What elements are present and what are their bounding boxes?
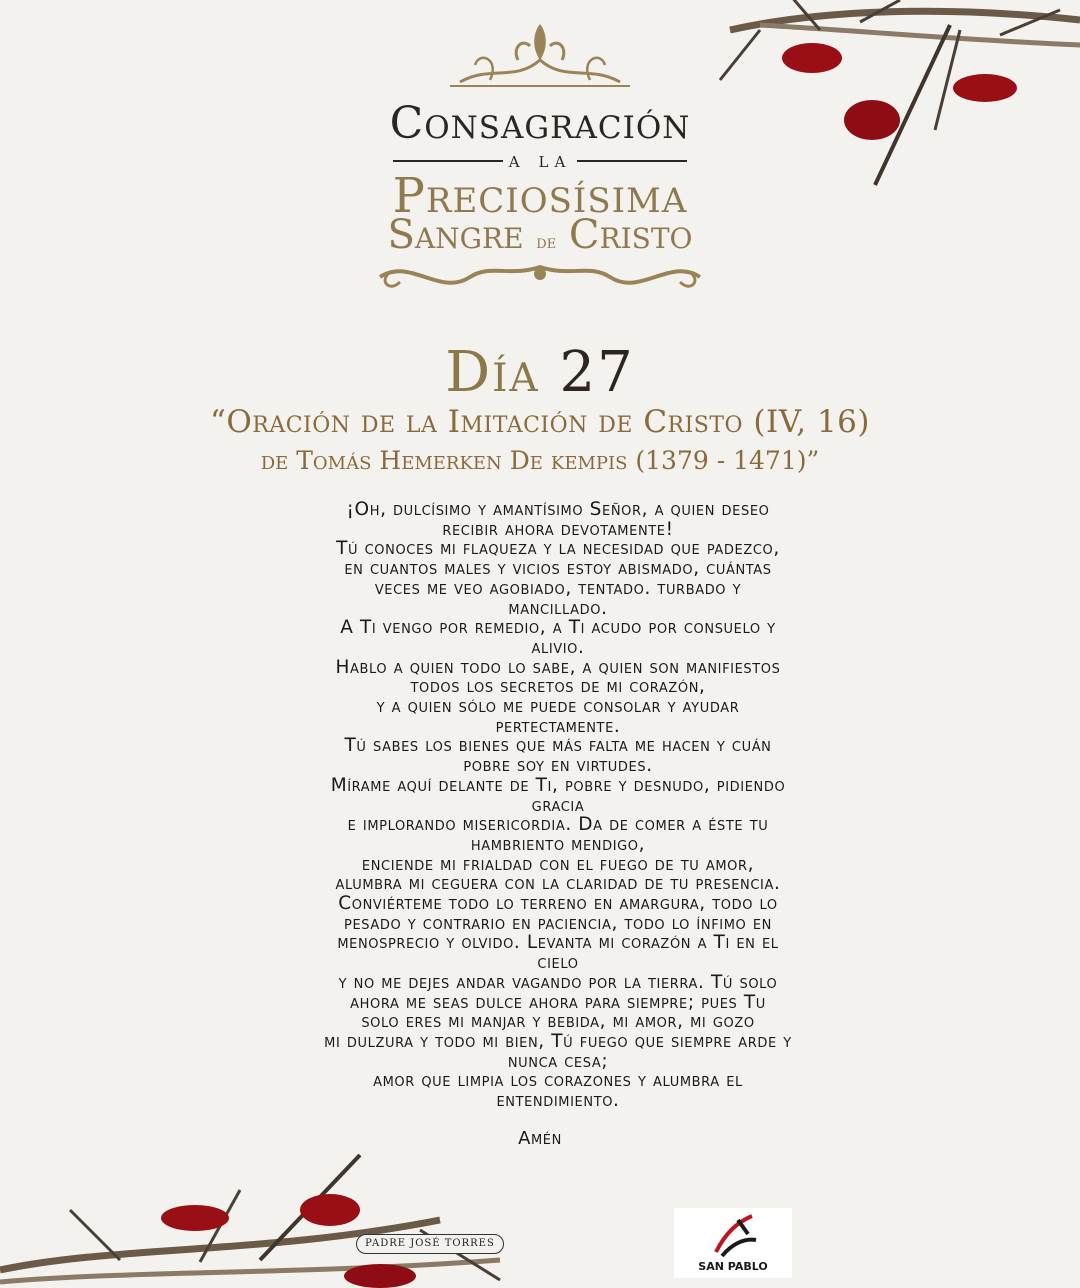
prayer-line: A Ti vengo por remedio, a Ti acudo por consuelo y xyxy=(340,617,776,639)
prayer-line: todos los secretos de mi corazón, xyxy=(410,676,706,698)
prayer-line: menosprecio y olvido. Levanta mi corazón a Ti en el xyxy=(337,932,779,954)
prayer-line: Tú conoces mi flaqueza y la necesidad que padezco, xyxy=(336,538,780,560)
prayer-line: pobre soy en virtudes. xyxy=(463,755,653,777)
prayer-text xyxy=(225,500,891,1111)
prayer-line: y no me dejes andar vagando por la tierra. Tú solo xyxy=(338,971,778,993)
title-word-de: de xyxy=(536,232,557,253)
title-line-3: Preciosísima xyxy=(392,168,688,224)
prayer-line: mi dulzura y todo mi bien, Tú fuego que siempre arde y xyxy=(324,1030,792,1052)
title-word-cristo: Cristo xyxy=(568,212,693,258)
title-line-1: Consagración xyxy=(389,98,691,149)
baroque-ornament-top-icon xyxy=(340,20,740,90)
prayer-line: en cuantos males y vicios estoy abismado, cuántas xyxy=(344,558,772,580)
crown-of-thorns-top-icon xyxy=(700,0,1080,200)
prayer-closing: Amén xyxy=(518,1128,562,1149)
publisher-name: SAN PABLO xyxy=(698,1260,768,1273)
prayer-line: gracia xyxy=(531,794,585,816)
prayer-line: Tú sabes los bienes que más falta me hacen y cuán xyxy=(344,735,772,757)
title-line-2-text: a la xyxy=(508,148,572,173)
prayer-line: Mírame aquí delante de Ti, pobre y desnudo, pidiendo xyxy=(330,774,786,796)
prayer-line: veces me veo agobiado, tentado. turbado y xyxy=(374,577,742,599)
prayer-line: Hablo a quien todo lo sabe, a quien son manifiestos xyxy=(335,656,781,678)
crown-of-thorns-bottom-icon xyxy=(0,1150,520,1288)
prayer-line: alivio. xyxy=(531,636,585,658)
prayer-line: y a quien sólo me puede consolar y ayudar xyxy=(376,696,740,718)
prayer-line: ahora me seas dulce ahora para siempre; pues Tu xyxy=(350,991,766,1013)
prayer-line: cielo xyxy=(537,952,579,974)
prayer-line: pesado y contrario en paciencia, todo lo ínfimo en xyxy=(344,912,772,934)
prayer-line: solo eres mi manjar y bebida, mi amor, mi gozo xyxy=(361,1011,755,1033)
prayer-line: mancillado. xyxy=(508,597,608,619)
day-heading xyxy=(0,340,1080,405)
prayer-line: entendimiento. xyxy=(496,1090,620,1112)
title-word-sangre: Sangre xyxy=(387,212,524,258)
san-pablo-logo-icon xyxy=(708,1212,760,1260)
prayer-author: de Tomás Hemerken De kempis (1379 - 1471)” xyxy=(260,446,820,475)
prayer-title: “Oración de la Imitación de Cristo (IV, 16) xyxy=(210,404,870,440)
day-label: Día xyxy=(445,340,540,405)
prayer-line: nunca cesa; xyxy=(507,1050,609,1072)
publisher-logo xyxy=(674,1208,792,1278)
signature-badge: PADRE JOSÉ TORRES xyxy=(356,1234,504,1254)
prayer-line: hambriento mendigo, xyxy=(470,833,646,855)
prayer-line: recibir ahora devotamente! xyxy=(442,518,674,540)
prayer-line: Conviérteme todo lo terreno en amargura, todo lo xyxy=(338,893,778,915)
prayer-line: alumbra mi ceguera con la claridad de tu presencia. xyxy=(335,873,781,895)
prayer-line: amor que limpia los corazones y alumbra el xyxy=(373,1070,743,1092)
prayer-line: e implorando misericordia. Da de comer a éste tu xyxy=(347,814,769,836)
prayer-line: pertectamente. xyxy=(495,715,621,737)
title-logo xyxy=(340,20,740,290)
day-number: 27 xyxy=(559,340,635,405)
prayer-line: ¡Oh, dulcísimo y amantísimo Señor, a quien deseo xyxy=(346,499,770,520)
prayer-line: enciende mi frialdad con el fuego de tu amor, xyxy=(361,853,755,875)
baroque-ornament-bottom-icon xyxy=(340,252,740,302)
